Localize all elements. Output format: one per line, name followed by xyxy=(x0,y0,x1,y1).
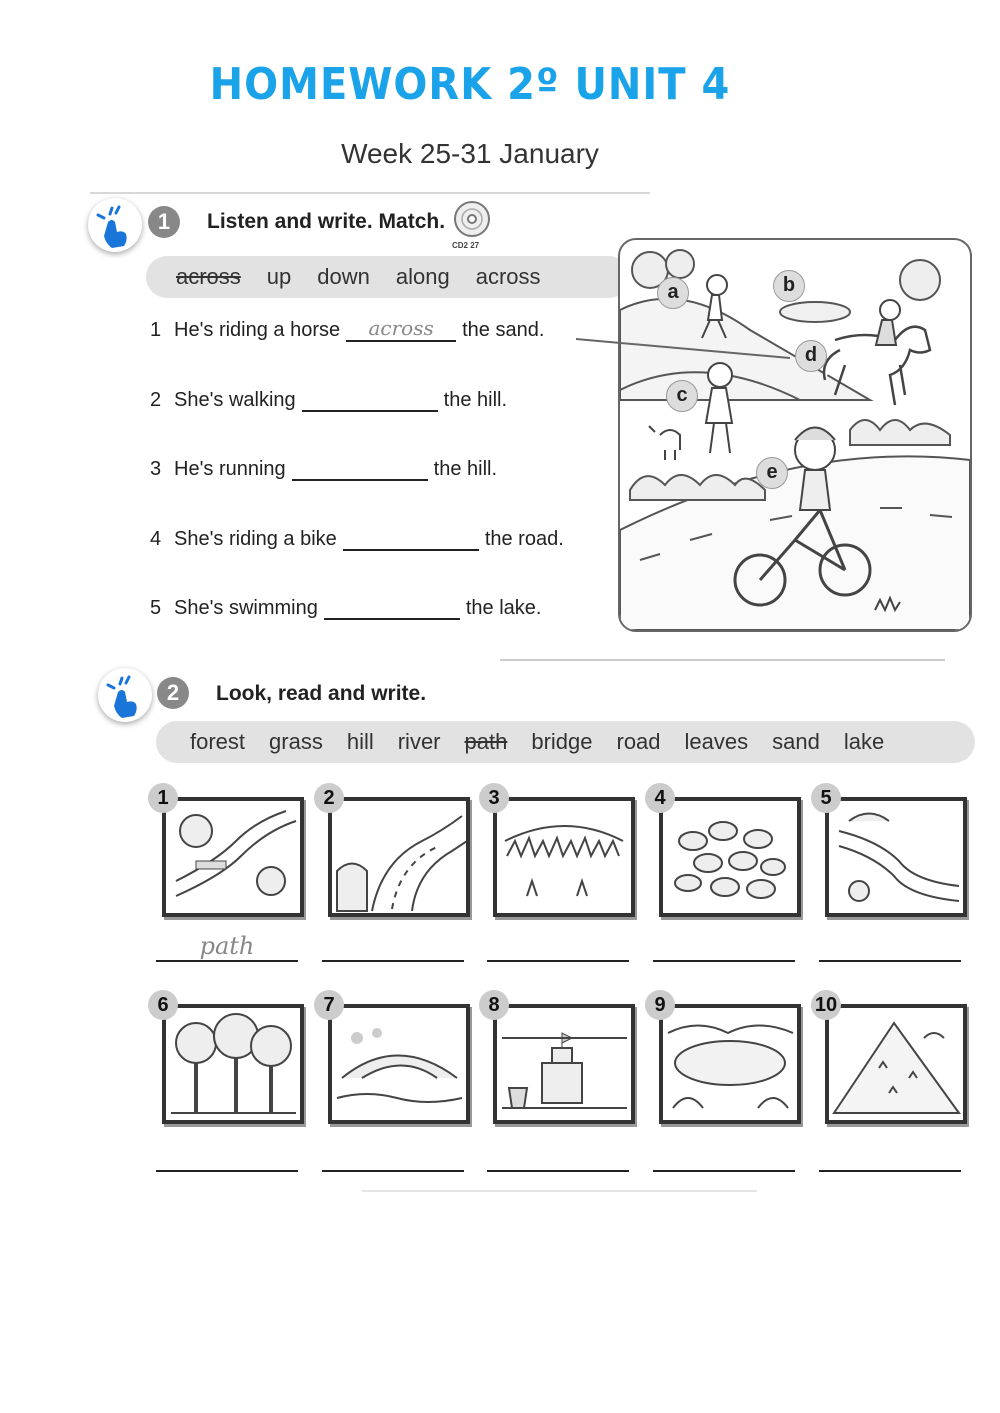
answer-line[interactable] xyxy=(322,1140,464,1172)
answer-line[interactable] xyxy=(156,930,298,962)
picture-frame xyxy=(162,1004,304,1124)
picture-frame xyxy=(162,797,304,917)
picture-frame xyxy=(328,797,470,917)
picture-number: 6 xyxy=(148,990,178,1020)
scene-label-b: b xyxy=(773,270,805,302)
exercise-instruction: Listen and write. Match. xyxy=(207,210,446,233)
sentence-end: the lake. xyxy=(465,597,542,619)
sentence-number: 1 xyxy=(150,319,162,341)
tap-hint-icon[interactable] xyxy=(88,198,142,252)
picture-frame xyxy=(659,1004,801,1124)
sentence-start: She's riding a bike xyxy=(174,528,337,550)
word-bank-item[interactable]: sand xyxy=(772,729,820,754)
sentence-row xyxy=(150,527,564,551)
sentence-end: the sand. xyxy=(462,319,545,341)
picture-frame xyxy=(493,797,635,917)
sentence-start: She's walking xyxy=(174,389,296,411)
scene-label-e: e xyxy=(756,457,788,489)
picture-number: 5 xyxy=(811,783,841,813)
word-bank-item[interactable]: bridge xyxy=(531,729,593,754)
cd-track-label: CD2 27 xyxy=(452,241,480,250)
sentence-number: 2 xyxy=(150,389,162,411)
section-divider xyxy=(500,659,945,661)
answer-line[interactable] xyxy=(653,1140,795,1172)
sentence-start: She's swimming xyxy=(174,597,318,619)
word-bank-item[interactable]: across xyxy=(475,264,541,289)
sentence-start: He's running xyxy=(174,458,286,480)
sentence-row xyxy=(150,596,541,620)
section-divider xyxy=(362,1190,757,1192)
answer-blank[interactable] xyxy=(343,527,479,551)
word-bank-item[interactable]: river xyxy=(397,729,441,754)
answer-blank[interactable] xyxy=(324,596,460,620)
answer-blank[interactable] xyxy=(302,388,438,412)
sand-picture-icon xyxy=(497,1008,631,1120)
grass-picture-icon xyxy=(497,801,631,913)
picture-frame xyxy=(493,1004,635,1124)
answer-blank[interactable] xyxy=(292,457,428,481)
sentence-end: the road. xyxy=(484,528,564,550)
forest-picture-icon xyxy=(166,1008,300,1120)
picture-number: 1 xyxy=(148,783,178,813)
tap-hint-icon[interactable] xyxy=(98,668,152,722)
cd-icon[interactable] xyxy=(452,200,492,240)
sentence-row xyxy=(150,457,497,481)
page-subtitle: Week 25-31 January xyxy=(341,138,599,169)
sentence-end: the hill. xyxy=(443,389,508,411)
answer-text: path xyxy=(199,932,255,960)
sentence-number: 4 xyxy=(150,528,162,550)
page-title: HOMEWORK 2º UNIT 4 xyxy=(209,60,731,110)
word-bank-item[interactable]: road xyxy=(616,729,661,754)
word-bank-item[interactable]: along xyxy=(395,264,450,289)
picture-number: 8 xyxy=(479,990,509,1020)
path-picture-icon xyxy=(166,801,300,913)
answer-line[interactable] xyxy=(653,930,795,962)
sentence-start: He's riding a horse xyxy=(174,319,341,341)
picture-number: 2 xyxy=(314,783,344,813)
picture-number: 10 xyxy=(811,990,841,1020)
river-picture-icon xyxy=(829,801,963,913)
answer-line[interactable] xyxy=(322,930,464,962)
answer-line[interactable] xyxy=(819,930,961,962)
answer-line[interactable] xyxy=(819,1140,961,1172)
picture-number: 3 xyxy=(479,783,509,813)
leaves-picture-icon xyxy=(663,801,797,913)
exercise-number: 1 xyxy=(148,206,180,238)
word-bank xyxy=(156,721,975,763)
scene-label-c: c xyxy=(666,380,698,412)
answer-line[interactable] xyxy=(156,1140,298,1172)
picture-number: 4 xyxy=(645,783,675,813)
scene-label-a: a xyxy=(657,277,689,309)
lake-picture-icon xyxy=(663,1008,797,1120)
sentence-number: 3 xyxy=(150,458,162,480)
word-bank-item[interactable]: down xyxy=(317,264,370,289)
word-bank-item[interactable]: leaves xyxy=(684,729,749,754)
sentence-end: the hill. xyxy=(433,458,498,480)
picture-number: 9 xyxy=(645,990,675,1020)
bridge-picture-icon xyxy=(332,1008,466,1120)
sentence-number: 5 xyxy=(150,597,162,619)
word-bank-item[interactable]: up xyxy=(266,264,292,289)
word-bank-item[interactable]: path xyxy=(464,729,508,754)
picture-frame xyxy=(659,797,801,917)
answer-blank[interactable] xyxy=(346,318,456,342)
section-divider xyxy=(90,192,650,194)
answer-line[interactable] xyxy=(487,930,629,962)
picture-number: 7 xyxy=(314,990,344,1020)
exercise-number: 2 xyxy=(157,677,189,709)
word-bank xyxy=(146,256,630,298)
sentence-row xyxy=(150,318,544,342)
picture-frame xyxy=(825,797,967,917)
answer-text: across xyxy=(368,316,434,340)
picture-frame xyxy=(328,1004,470,1124)
scene-label-d: d xyxy=(795,340,827,372)
exercise-instruction: Look, read and write. xyxy=(216,682,427,705)
word-bank-item[interactable]: across xyxy=(176,264,241,289)
answer-line[interactable] xyxy=(487,1140,629,1172)
word-bank-item[interactable]: hill xyxy=(346,729,374,754)
hill-picture-icon xyxy=(829,1008,963,1120)
picture-frame xyxy=(825,1004,967,1124)
word-bank-item[interactable]: lake xyxy=(843,729,885,754)
sentence-row xyxy=(150,388,507,412)
match-line-icon xyxy=(570,330,800,370)
road-picture-icon xyxy=(332,801,466,913)
word-bank-item[interactable]: forest xyxy=(190,729,246,754)
word-bank-item[interactable]: grass xyxy=(269,729,323,754)
